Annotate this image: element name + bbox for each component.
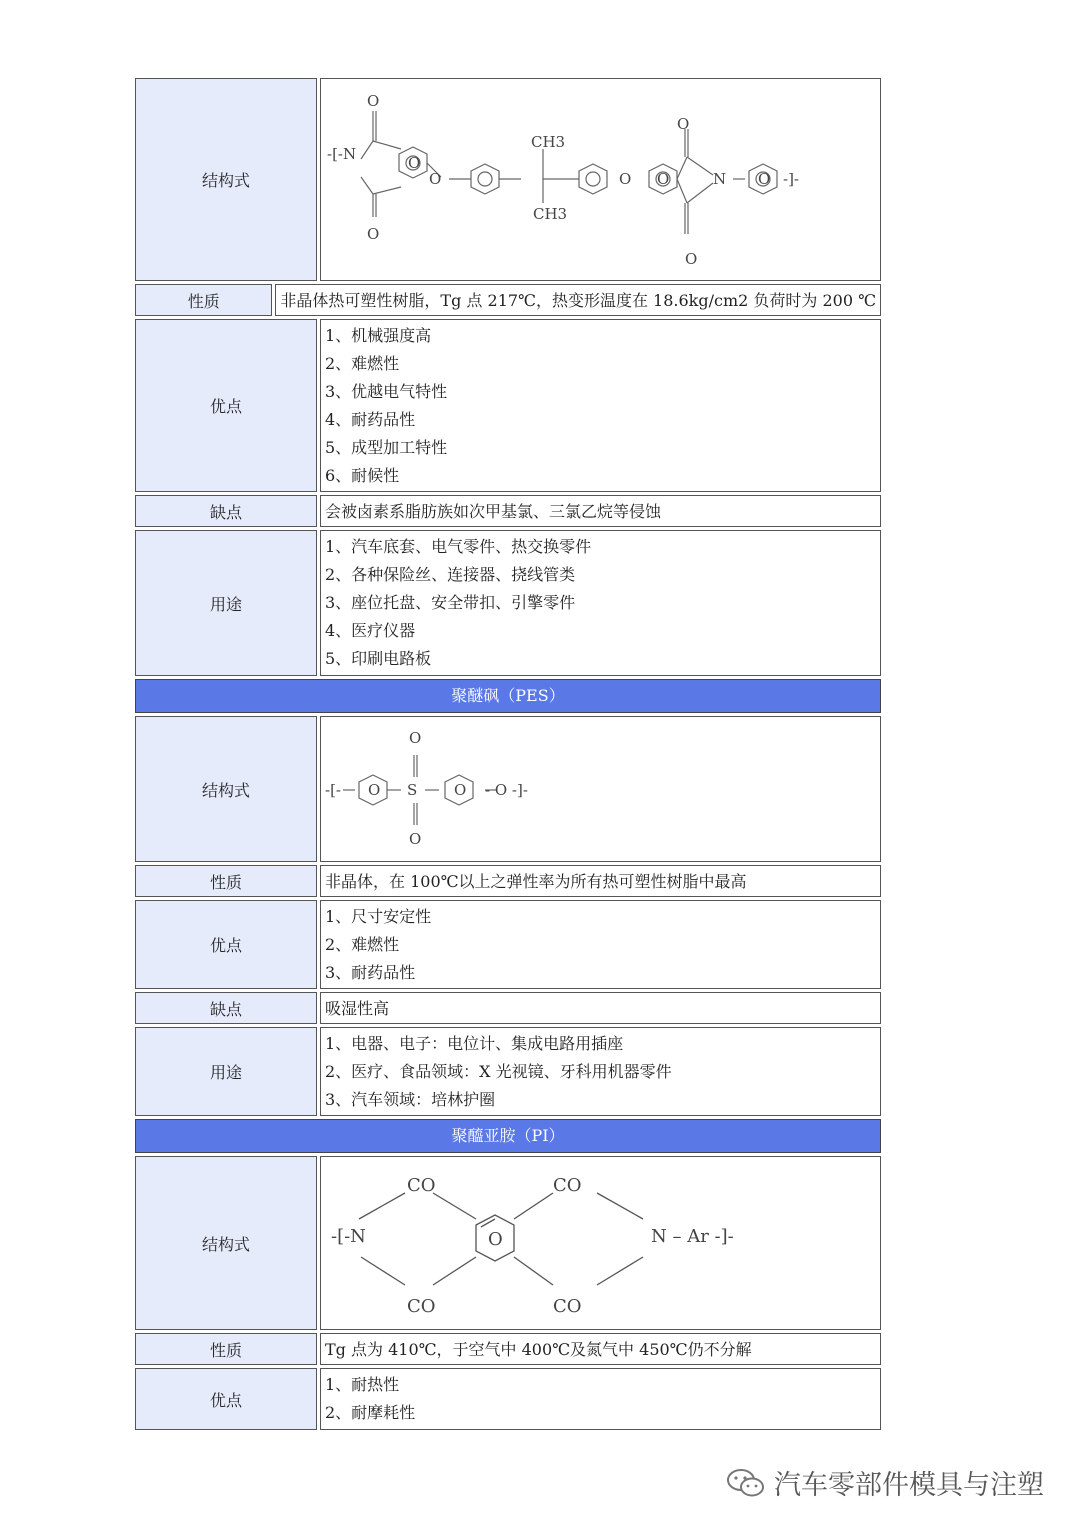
disadvantages-row bbox=[135, 992, 881, 1024]
formula-label: CO bbox=[553, 1296, 582, 1317]
row-label: 优点 bbox=[135, 319, 317, 492]
advantages-row bbox=[135, 1368, 881, 1430]
advantages-row bbox=[135, 900, 881, 989]
structure-row bbox=[135, 716, 881, 862]
value-line: 2、医疗、食品领域：X 光视镜、牙科用机器零件 bbox=[325, 1062, 672, 1081]
formula-label: O bbox=[408, 154, 421, 172]
row-value bbox=[320, 319, 881, 492]
wechat-icon bbox=[726, 1467, 766, 1499]
section-header: 聚醚砜（PES） bbox=[135, 679, 881, 713]
value-line: 会被卤素系脂肪族如次甲基氯、三氯乙烷等侵蚀 bbox=[325, 502, 662, 521]
value-line: 1、耐热性 bbox=[325, 1375, 400, 1394]
structure-formula bbox=[320, 716, 881, 862]
value-line: 6、耐候性 bbox=[325, 466, 400, 485]
formula-label: N bbox=[713, 170, 727, 188]
formula-label: -[-N bbox=[327, 145, 357, 163]
row-value bbox=[320, 865, 881, 897]
row-label: 结构式 bbox=[135, 1156, 317, 1330]
row-label: 缺点 bbox=[135, 992, 317, 1024]
property-row bbox=[135, 1333, 881, 1365]
value-line: 3、座位托盘、安全带扣、引擎零件 bbox=[325, 593, 576, 612]
section-header-row bbox=[135, 679, 881, 713]
value-line: 2、耐摩耗性 bbox=[325, 1403, 416, 1422]
value-line: 3、耐药品性 bbox=[325, 963, 416, 982]
structure-formula bbox=[320, 1156, 881, 1330]
formula-label: O bbox=[488, 1229, 503, 1250]
value-line: 吸湿性高 bbox=[325, 999, 390, 1018]
pi-structure-diagram bbox=[321, 1157, 882, 1329]
value-line: 4、医疗仪器 bbox=[325, 621, 416, 640]
row-label: 用途 bbox=[135, 530, 317, 676]
value-line: 非晶体，在 100℃以上之弹性率为所有热可塑性树脂中最高 bbox=[325, 872, 747, 891]
row-value bbox=[275, 284, 881, 316]
uses-row bbox=[135, 530, 881, 676]
formula-label: O bbox=[685, 250, 698, 268]
formula-label: O bbox=[367, 225, 380, 243]
row-value bbox=[320, 1333, 881, 1365]
row-label: 缺点 bbox=[135, 495, 317, 527]
structure-formula bbox=[320, 78, 881, 281]
formula-label: O bbox=[758, 170, 771, 188]
row-value bbox=[320, 992, 881, 1024]
watermark-text: 汽车零部件模具与注塑 bbox=[774, 1470, 1044, 1501]
formula-label: - O -]- bbox=[485, 781, 528, 799]
value-line: 4、耐药品性 bbox=[325, 410, 416, 429]
value-line: 3、汽车领域：培林护圈 bbox=[325, 1090, 496, 1109]
value-line: 1、尺寸安定性 bbox=[325, 907, 432, 926]
row-value bbox=[320, 530, 881, 676]
property-row bbox=[135, 865, 881, 897]
formula-label: CO bbox=[407, 1175, 436, 1196]
value-line: 2、各种保险丝、连接器、挠线管类 bbox=[325, 565, 576, 584]
formula-label: O bbox=[429, 170, 442, 188]
row-value bbox=[320, 1368, 881, 1430]
row-value bbox=[320, 1027, 881, 1116]
formula-label: S bbox=[407, 781, 418, 799]
structure-row bbox=[135, 1156, 881, 1330]
pei-structure-diagram bbox=[321, 79, 882, 280]
formula-label: CO bbox=[553, 1175, 582, 1196]
formula-label: O bbox=[368, 781, 381, 799]
row-label: 性质 bbox=[135, 284, 272, 316]
disadvantages-row bbox=[135, 495, 881, 527]
row-label: 用途 bbox=[135, 1027, 317, 1116]
row-label: 优点 bbox=[135, 1368, 317, 1430]
formula-label: -[- bbox=[325, 781, 341, 799]
row-value bbox=[320, 900, 881, 989]
pes-structure-diagram bbox=[321, 717, 882, 861]
value-line: 非晶体热可塑性树脂，Tg 点 217℃，热变形温度在 18.6kg/cm2 负荷时为 200 ℃ bbox=[280, 291, 876, 310]
formula-label: -]- bbox=[783, 170, 799, 188]
uses-row bbox=[135, 1027, 881, 1116]
formula-label: O bbox=[657, 170, 670, 188]
row-label: 优点 bbox=[135, 900, 317, 989]
value-line: 1、机械强度高 bbox=[325, 326, 432, 345]
formula-label: CH3 bbox=[533, 205, 568, 223]
property-row bbox=[135, 284, 881, 316]
formula-label: CO bbox=[407, 1296, 436, 1317]
formula-label: O bbox=[367, 92, 380, 110]
value-line: 3、优越电气特性 bbox=[325, 382, 448, 401]
properties-table bbox=[135, 78, 881, 1433]
value-line: 5、成型加工特性 bbox=[325, 438, 448, 457]
formula-label: N – Ar -]- bbox=[651, 1226, 734, 1247]
formula-label: -[-N bbox=[331, 1226, 366, 1247]
row-label: 结构式 bbox=[135, 78, 317, 281]
watermark bbox=[726, 1463, 1044, 1502]
advantages-row bbox=[135, 319, 881, 492]
row-label: 性质 bbox=[135, 1333, 317, 1365]
formula-label: O bbox=[677, 115, 690, 133]
row-label: 性质 bbox=[135, 865, 317, 897]
value-line: 2、难燃性 bbox=[325, 354, 400, 373]
row-value bbox=[320, 495, 881, 527]
value-line: 2、难燃性 bbox=[325, 935, 400, 954]
section-header-row bbox=[135, 1119, 881, 1153]
formula-label: O bbox=[619, 170, 632, 188]
value-line: Tg 点为 410℃，于空气中 400℃及氮气中 450℃仍不分解 bbox=[325, 1340, 752, 1359]
formula-label: CH3 bbox=[531, 133, 566, 151]
section-header: 聚醯亚胺（PI） bbox=[135, 1119, 881, 1153]
value-line: 1、电器、电子：电位计、集成电路用插座 bbox=[325, 1034, 624, 1053]
formula-label: O bbox=[454, 781, 467, 799]
structure-row bbox=[135, 78, 881, 281]
row-label: 结构式 bbox=[135, 716, 317, 862]
formula-label: O bbox=[409, 729, 422, 747]
value-line: 5、印刷电路板 bbox=[325, 649, 432, 668]
formula-label: O bbox=[409, 830, 422, 848]
value-line: 1、汽车底套、电气零件、热交换零件 bbox=[325, 537, 592, 556]
